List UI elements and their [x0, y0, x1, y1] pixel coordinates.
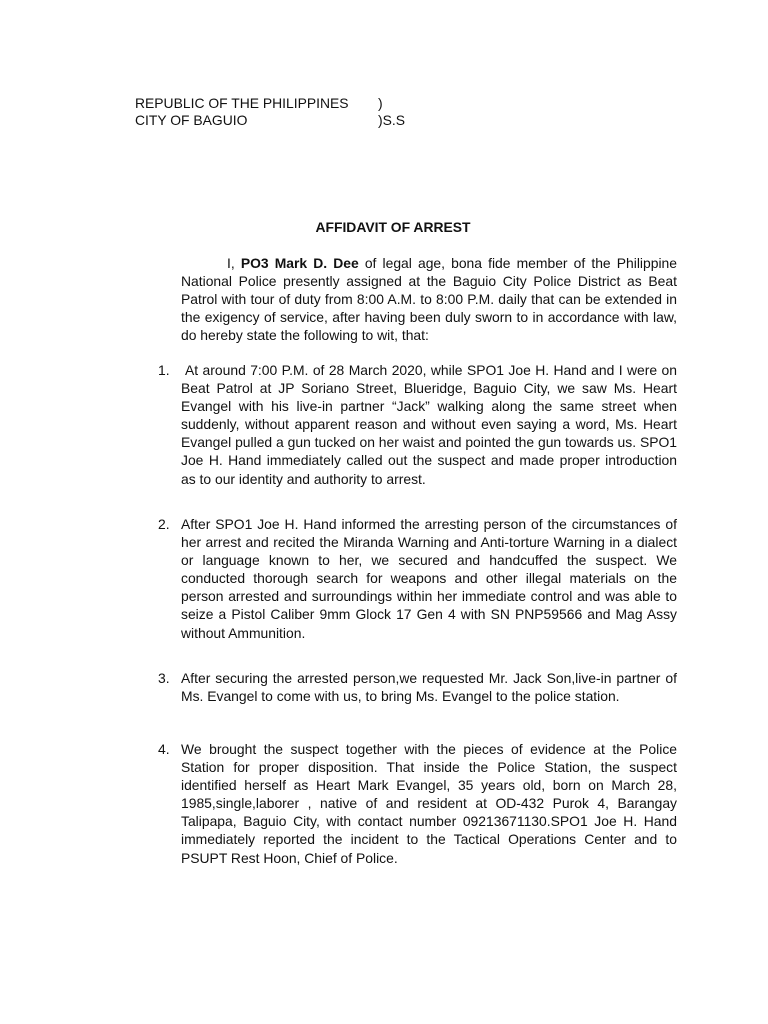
item-number: 1.: [158, 362, 170, 378]
item-number: 4.: [158, 741, 170, 757]
officer-name: PO3 Mark D. Dee: [240, 255, 359, 271]
document-title: AFFIDAVIT OF ARREST: [315, 219, 471, 235]
item-number: 3.: [158, 670, 170, 686]
venue-ss-label: )S.S: [378, 112, 406, 128]
venue-republic-label: REPUBLIC OF THE PHILIPPINES: [135, 95, 349, 111]
venue-line-city: [135, 111, 455, 129]
intro-text: of legal age, bona fide member of the Philippine National Police presently assigned at the Baguio City Police District as Beat Patrol with tour of duty from 8:00 A.M. to 8:00 P.M. daily that can be extended in the exigency of service, after having been duly sworn to in accordance with law, do hereby state the following to wit, that:: [181, 255, 677, 344]
item-text: After SPO1 Joe H. Hand informed the arresting person of the circumstances of her arrest and recited the Miranda Warning and Anti-torture Warning in a dialect or language known to her, we secured and handcuffed the suspect. We conducted thorough search for weapons and other illegal materials on the person arrested and surroundings within her immediate control and was able to seize a Pistol Caliber 9mm Glock 17 Gen 4 with SN PNP59566 and Mag Assy without Ammunition.: [181, 516, 677, 641]
item-number: 2.: [158, 516, 170, 532]
intro-paragraph: [181, 254, 677, 344]
item-text: We brought the suspect together with the pieces of evidence at the Police Station for proper disposition. That inside the Police Station, the suspect identified herself as Heart Mark Evangel, 35 years old, born on March 28, 1985,single,laborer , native of and resident at OD-432 Purok 4, Barangay Talipapa, Baguio City, with contact number 09213671130.SPO1 Joe H. Hand immediately reported the incident to the Tactical Operations Center and to PSUPT Rest Hoon, Chief of Police.: [181, 741, 677, 866]
item-text: At around 7:00 P.M. of 28 March 2020, while SPO1 Joe H. Hand and I were on Beat Patrol at JP Soriano Street, Blueridge, Baguio City, we saw Ms. Heart Evangel with his live-in partner “Jack” walking along the same street when suddenly, without apparent reason and without even saying a word, Ms. Heart Evangel pulled a gun tucked on her waist and pointed the gun towards us. SPO1 Joe H. Hand immediately called out the suspect and made proper introduction as to our identity and authority to arrest.: [181, 362, 677, 487]
venue-city-label: CITY OF BAGUIO: [135, 112, 248, 128]
venue-line-republic: [135, 94, 455, 112]
item-text: After securing the arrested person,we requested Mr. Jack Son,live-in partner of Ms. Evangel to come with us, to bring Ms. Evangel to the police station.: [181, 670, 677, 705]
venue-bracket-1: ): [378, 95, 383, 111]
intro-prefix: I,: [227, 255, 241, 271]
